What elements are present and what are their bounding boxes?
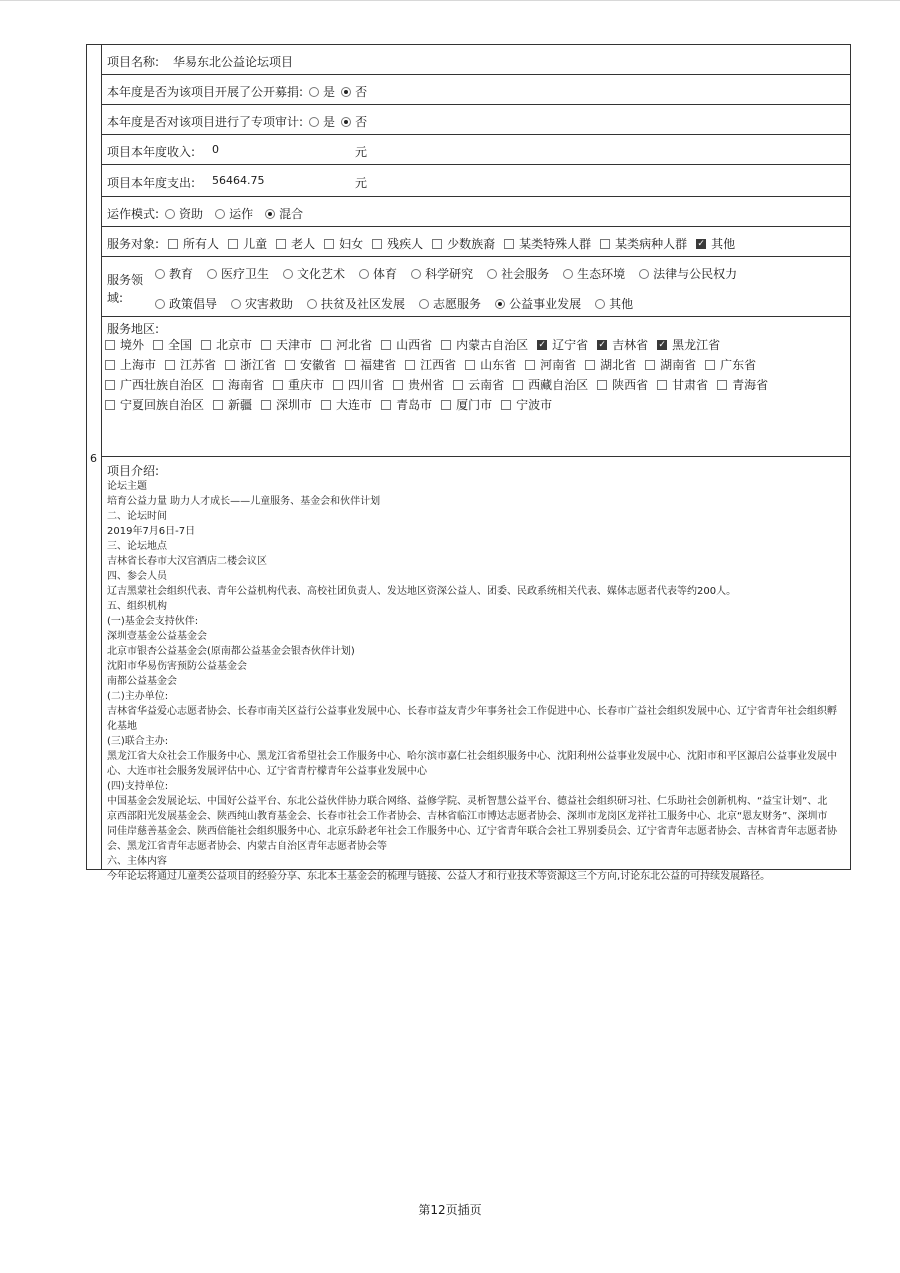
area-label: 重庆市 (288, 378, 325, 392)
intro-line: 深圳壹基金公益基金会 (107, 631, 207, 642)
area-label: 江苏省 (180, 358, 217, 372)
intro-line: 五、组织机构 (107, 601, 167, 612)
income-label: 项目本年度收入: (107, 145, 196, 159)
service-field-radio[interactable] (359, 269, 369, 279)
service-field-option: 其他 (609, 297, 634, 311)
income-unit: 元 (355, 145, 368, 159)
operation-option-label: 运作 (229, 207, 254, 221)
area-label: 黑龙江省 (672, 338, 721, 352)
service-object-checkbox[interactable] (276, 239, 286, 249)
area-checkbox[interactable] (393, 380, 403, 390)
area-checkbox[interactable] (441, 340, 451, 350)
area-label: 河北省 (336, 338, 373, 352)
area-label: 福建省 (360, 358, 397, 372)
area-checkbox[interactable] (261, 400, 271, 410)
area-checkbox[interactable] (717, 380, 727, 390)
operation-option-label: 混合 (279, 207, 304, 221)
area-checkbox[interactable] (153, 340, 163, 350)
area-label: 河南省 (540, 358, 577, 372)
project-name-value: 华易东北公益论坛项目 (173, 55, 294, 69)
area-label: 上海市 (120, 358, 157, 372)
fundraising-label: 本年度是否为该项目开展了公开募捐: (107, 85, 304, 99)
area-checkbox-checked[interactable]: ✓ (598, 339, 606, 350)
audit-no-radio[interactable] (341, 117, 351, 127)
area-checkbox-checked[interactable]: ✓ (538, 339, 546, 350)
service-field-label: 服务领 (107, 273, 144, 287)
service-field-option: 文化艺术 (297, 267, 346, 281)
audit-row (102, 105, 851, 135)
area-checkbox[interactable] (645, 360, 655, 370)
service-object-label: 妇女 (339, 237, 364, 251)
intro-line: 沈阳市华易伤害预防公益基金会 (107, 661, 247, 672)
service-area-label: 服务地区: (107, 322, 160, 336)
area-label: 云南省 (468, 378, 505, 392)
service-field-radio[interactable] (411, 269, 421, 279)
service-field-radio-selected[interactable] (495, 299, 505, 309)
service-field-option: 志愿服务 (433, 297, 482, 311)
area-checkbox[interactable] (321, 340, 331, 350)
service-field-radio[interactable] (563, 269, 573, 279)
area-label: 辽宁省 (552, 338, 589, 352)
service-area-line (102, 356, 756, 373)
service-field-radio[interactable] (231, 299, 241, 309)
service-field-radio[interactable] (419, 299, 429, 309)
intro-line: 论坛主题 (107, 481, 147, 492)
service-object-label: 少数族裔 (447, 237, 496, 251)
area-label: 陕西省 (612, 378, 649, 392)
service-object-checkbox[interactable] (228, 239, 238, 249)
intro-line: (四)支持单位: (107, 781, 169, 792)
service-field-option: 政策倡导 (169, 297, 218, 311)
area-label: 贵州省 (408, 378, 445, 392)
area-checkbox[interactable] (105, 380, 115, 390)
intro-line: (三)联合主办: (107, 736, 169, 747)
area-checkbox[interactable] (273, 380, 283, 390)
service-field-option: 科学研究 (425, 267, 474, 281)
service-field-option: 医疗卫生 (221, 267, 270, 281)
intro-line: 辽吉黑蒙社会组织代表、青年公益机构代表、高校社团负责人、发达地区资深公益人、团委、民政系统相关代表、媒体志愿者代表等约200人。 (107, 586, 737, 597)
area-label: 北京市 (216, 338, 253, 352)
area-label: 宁夏回族自治区 (120, 398, 205, 412)
service-field-radio[interactable] (639, 269, 649, 279)
expense-row (102, 165, 851, 197)
intro-line: 2019年7月6日-7日 (107, 526, 196, 537)
area-label: 深圳市 (276, 398, 313, 412)
intro-line: 吉林省华益爱心志愿者协会、长春市南关区益行公益事业发展中心、长春市益友青少年事务社会工作促进中心、长春市广益社会组织发展中心、辽宁省青年社会组织孵化基地 (107, 706, 837, 732)
service-field-option: 教育 (169, 267, 194, 281)
service-object-label: 残疾人 (387, 237, 424, 251)
fundraising-no-label: 否 (355, 85, 368, 99)
area-label: 湖南省 (660, 358, 697, 372)
service-object-label: 其他 (711, 237, 736, 251)
service-field-radio[interactable] (595, 299, 605, 309)
fundraising-no-radio[interactable] (341, 87, 351, 97)
area-checkbox[interactable] (105, 340, 115, 350)
service-object-label: 老人 (291, 237, 316, 251)
area-checkbox[interactable] (321, 400, 331, 410)
service-field-row2 (149, 295, 633, 312)
area-checkbox[interactable] (201, 340, 211, 350)
area-checkbox[interactable] (453, 380, 463, 390)
service-object-label: 某类特殊人群 (519, 237, 592, 251)
audit-label: 本年度是否对该项目进行了专项审计: (107, 115, 304, 129)
intro-line: 吉林省长春市大汉宫酒店二楼会议区 (107, 556, 267, 567)
service-area-line (102, 336, 720, 353)
area-checkbox[interactable] (213, 400, 223, 410)
service-object-checkbox[interactable] (324, 239, 334, 249)
intro-line: 北京市银杏公益基金会(原南都公益基金会银杏伙伴计划) (107, 646, 355, 657)
intro-line: 四、参会人员 (107, 571, 167, 582)
area-checkbox[interactable] (657, 380, 667, 390)
row-number-column (87, 45, 102, 869)
intro-line: 今年论坛将通过儿童类公益项目的经验分享、东北本土基金会的梳理与链接、公益人才和行业技术等资源这三个方向,讨论东北公益的可持续发展路径。 (107, 871, 771, 882)
area-label: 山东省 (480, 358, 517, 372)
service-field-option: 扶贫及社区发展 (321, 297, 406, 311)
income-row (102, 135, 851, 165)
service-field-radio[interactable] (155, 269, 165, 279)
area-checkbox[interactable] (213, 380, 223, 390)
row-number: 6 (90, 452, 97, 465)
service-object-label: 所有人 (183, 237, 220, 251)
area-label: 甘肃省 (672, 378, 709, 392)
service-field-label-cont: 域: (107, 291, 124, 305)
area-label: 新疆 (228, 398, 253, 412)
service-object-checkbox[interactable] (600, 239, 610, 249)
service-area-line (102, 396, 552, 413)
service-field-row1 (149, 265, 737, 282)
area-label: 海南省 (228, 378, 265, 392)
area-checkbox[interactable] (105, 400, 115, 410)
audit-no-label: 否 (355, 115, 368, 129)
area-label: 宁波市 (516, 398, 553, 412)
service-object-checkbox[interactable] (168, 239, 178, 249)
expense-label: 项目本年度支出: (107, 176, 196, 190)
service-object-label: 某类病种人群 (615, 237, 688, 251)
service-objects-label: 服务对象: (107, 237, 160, 251)
area-label: 广西壮族自治区 (120, 378, 205, 392)
service-field-radio[interactable] (207, 269, 217, 279)
area-checkbox[interactable] (705, 360, 715, 370)
expense-value: 56464.75 (212, 174, 265, 187)
area-checkbox[interactable] (285, 360, 295, 370)
area-checkbox[interactable] (225, 360, 235, 370)
intro-line: (二)主办单位: (107, 691, 169, 702)
service-field-row (102, 257, 851, 317)
operation-option-label: 资助 (179, 207, 204, 221)
area-label: 浙江省 (240, 358, 277, 372)
service-object-checkbox[interactable] (372, 239, 382, 249)
area-label: 天津市 (276, 338, 313, 352)
fundraising-row (102, 75, 851, 105)
expense-unit: 元 (355, 176, 368, 190)
intro-line: 黑龙江省大众社会工作服务中心、黑龙江省希望社会工作服务中心、哈尔滨市嘉仁社会组织服务中心、沈阳利州公益事业发展中心、沈阳市和平区源启公益事业发展中心、大连市社会服务发展评估中心、辽宁省青柠檬青年公益事业发展中心 (107, 751, 837, 777)
service-object-label: 儿童 (243, 237, 268, 251)
area-label: 山西省 (396, 338, 433, 352)
area-checkbox[interactable] (501, 400, 511, 410)
service-field-radio[interactable] (155, 299, 165, 309)
service-object-checkbox-checked[interactable]: ✓ (697, 238, 705, 249)
area-label: 厦门市 (456, 398, 493, 412)
area-checkbox[interactable] (261, 340, 271, 350)
service-area-row (102, 317, 851, 457)
area-checkbox[interactable] (345, 360, 355, 370)
intro-line: 培育公益力量 助力人才成长——儿童服务、基金会和伙伴计划 (107, 496, 381, 507)
area-checkbox[interactable] (405, 360, 415, 370)
area-checkbox[interactable] (465, 360, 475, 370)
intro-label: 项目介绍: (107, 464, 160, 478)
area-checkbox[interactable] (381, 340, 391, 350)
project-name-row (102, 45, 851, 75)
area-checkbox[interactable] (585, 360, 595, 370)
intro-line: 三、论坛地点 (107, 541, 167, 552)
intro-line: 中国基金会发展论坛、中国好公益平台、东北公益伙伴协力联合网络、益修学院、灵析智慧公益平台、德益社会组织研习社、仁乐助社会创新机构、“益宝计划”、北京西部阳光发展基金会、陕西纯山教育基金会、长春市社会工作者协会、吉林省临江市博达志愿者协会、深圳市龙岗区龙祥社工服务中心、北京“恩友财务”、深圳市同佳岸慈善基金会、陕西倍能社会组织服务中心、北京乐龄老年社会工作服务中心、辽宁省青年联合会社工界别委员会、辽宁省青年志愿者协会、吉林省青年志愿者协会、黑龙江省青年志愿者协会、内蒙古自治区青年志愿者协会等 (107, 796, 837, 852)
area-label: 广东省 (720, 358, 757, 372)
area-label: 安徽省 (300, 358, 337, 372)
intro-line: 二、论坛时间 (107, 511, 167, 522)
area-checkbox[interactable] (105, 360, 115, 370)
area-label: 西藏自治区 (528, 378, 589, 392)
service-field-option: 体育 (373, 267, 398, 281)
service-object-checkbox[interactable] (432, 239, 442, 249)
project-name-label: 项目名称: (107, 55, 160, 69)
intro-line: 南都公益基金会 (107, 676, 177, 687)
area-label: 大连市 (336, 398, 373, 412)
area-checkbox[interactable] (597, 380, 607, 390)
area-checkbox[interactable] (441, 400, 451, 410)
service-field-option: 生态环境 (577, 267, 626, 281)
service-field-option: 灾害救助 (245, 297, 294, 311)
area-label: 吉林省 (612, 338, 649, 352)
area-label: 全国 (168, 338, 193, 352)
intro-text (107, 479, 837, 884)
area-checkbox[interactable] (381, 400, 391, 410)
service-field-radio[interactable] (307, 299, 317, 309)
operation-option-radio[interactable] (165, 209, 175, 219)
service-field-option: 法律与公民权力 (653, 267, 738, 281)
operation-option-radio-selected[interactable] (265, 209, 275, 219)
service-area-line (102, 376, 768, 393)
service-field-option: 公益事业发展 (509, 297, 582, 311)
operation-mode-row (102, 197, 851, 227)
area-checkbox[interactable] (165, 360, 175, 370)
area-label: 境外 (120, 338, 145, 352)
area-checkbox[interactable] (513, 380, 523, 390)
service-field-option: 社会服务 (501, 267, 550, 281)
area-label: 青岛市 (396, 398, 433, 412)
operation-option-radio[interactable] (215, 209, 225, 219)
page-footer: 第12页插页 (418, 1203, 482, 1217)
area-label: 四川省 (348, 378, 385, 392)
area-label: 内蒙古自治区 (456, 338, 529, 352)
service-objects-row (102, 227, 851, 257)
area-label: 江西省 (420, 358, 457, 372)
project-form-table (86, 44, 851, 882)
area-checkbox[interactable] (333, 380, 343, 390)
area-checkbox[interactable] (525, 360, 535, 370)
service-object-checkbox[interactable] (504, 239, 514, 249)
intro-line: (一)基金会支持伙伴: (107, 616, 199, 627)
area-label: 湖北省 (600, 358, 637, 372)
area-label: 青海省 (732, 378, 769, 392)
audit-yes-radio[interactable] (309, 117, 319, 127)
operation-mode-label: 运作模式: (107, 207, 160, 221)
area-checkbox-checked[interactable]: ✓ (658, 339, 666, 350)
fundraising-yes-radio[interactable] (309, 87, 319, 97)
service-field-radio[interactable] (283, 269, 293, 279)
income-value: 0 (212, 143, 219, 156)
audit-yes-label: 是 (323, 115, 336, 129)
intro-line: 六、主体内容 (107, 856, 167, 867)
service-field-radio[interactable] (487, 269, 497, 279)
fundraising-yes-label: 是 (323, 85, 336, 99)
